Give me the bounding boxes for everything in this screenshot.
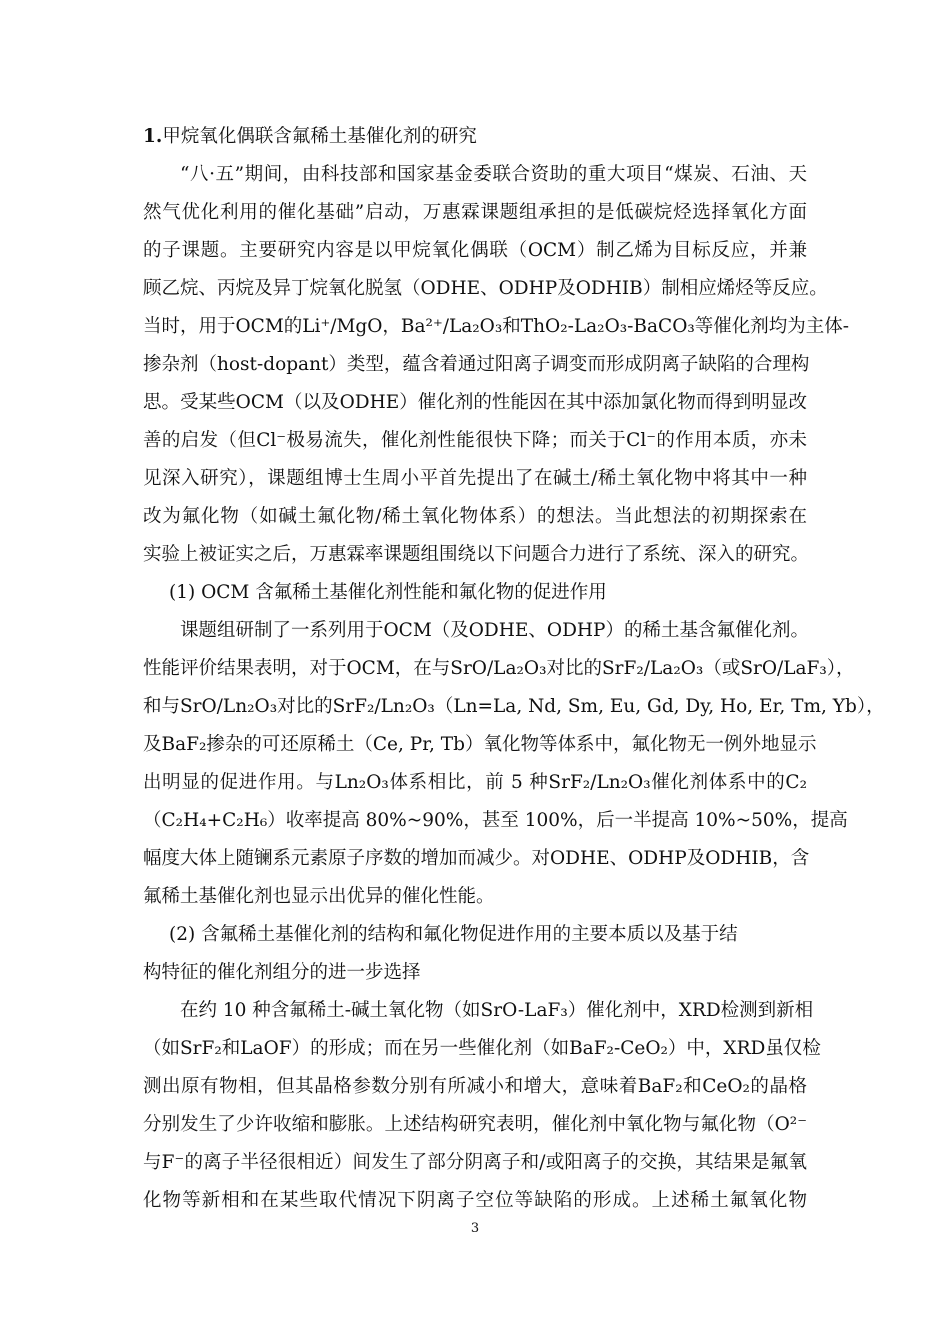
paragraph-line: 幅度大体上随镧系元素原子序数的增加而减少。对ODHE、ODHP及ODHIB，含: [143, 848, 810, 869]
paragraph-line: 分别发生了少许收缩和膨胀。上述结构研究表明，催化剂中氧化物与氟化物（O²⁻: [143, 1114, 807, 1135]
paragraph-line: 化物等新相和在某些取代情况下阴离子空位等缺陷的形成。上述稀土氟氧化物: [143, 1190, 807, 1211]
paragraph-line: 顾乙烷、丙烷及异丁烷氧化脱氢（ODHE、ODHP及ODHIB）制相应烯烃等反应。: [143, 278, 828, 299]
paragraph-line: （如SrF₂和LaOF）的形成；而在另一些催化剂（如BaF₂-CeO₂）中，XRD虽仅检: [143, 1038, 821, 1059]
paragraph-line: 在约 10 种含氟稀土-碱土氧化物（如SrO-LaF₃）催化剂中，XRD检测到新相: [180, 1000, 814, 1021]
paragraph-line: “八·五”期间，由科技部和国家基金委联合资助的重大项目“煤炭、石油、天: [180, 164, 807, 185]
page-number: 3: [470, 1221, 480, 1236]
subsection-heading: (1) OCM 含氟稀土基催化剂性能和氟化物的促进作用: [169, 582, 607, 603]
paragraph-line: 及BaF₂掺杂的可还原稀土（Ce, Pr, Tb）氧化物等体系中，氟化物无一例外地显示: [143, 734, 817, 755]
paragraph-line: 测出原有物相，但其晶格参数分别有所减小和增大，意味着BaF₂和CeO₂的晶格: [143, 1076, 807, 1097]
paragraph-line: 课题组研制了一系列用于OCM（及ODHE、ODHP）的稀土基含氟催化剂。: [180, 620, 809, 641]
paragraph-line: 思。受某些OCM（以及ODHE）催化剂的性能因在其中添加氯化物而得到明显改: [143, 392, 807, 413]
subsection-heading-continuation: 构特征的催化剂组分的进一步选择: [143, 962, 421, 983]
paragraph-line: 的子课题。主要研究内容是以甲烷氧化偶联（OCM）制乙烯为目标反应，并兼: [143, 240, 807, 261]
document-body: [143, 118, 885, 1220]
paragraph-line: 当时，用于OCM的Li⁺/MgO，Ba²⁺/La₂O₃和ThO₂-La₂O₃-BaCO₃等催化剂均为主体-: [143, 316, 850, 337]
section-heading-text: 甲烷氧化偶联含氟稀土基催化剂的研究: [162, 126, 477, 147]
paragraph-line: 和与SrO/Ln₂O₃对比的SrF₂/Ln₂O₃（Ln=La, Nd, Sm, Eu, Gd, Dy, Ho, Er, Tm, Yb），: [143, 696, 885, 717]
paragraph-line: 出明显的促进作用。与Ln₂O₃体系相比，前 5 种SrF₂/Ln₂O₃催化剂体系中的C₂: [143, 772, 807, 793]
paragraph-line: （C₂H₄+C₂H₆）收率提高 80%~90%，甚至 100%，后一半提高 10%~50%，提高: [143, 810, 848, 831]
section-heading: [143, 118, 807, 156]
paragraph-line: 实验上被证实之后，万惠霖率课题组围绕以下问题合力进行了系统、深入的研究。: [143, 544, 810, 565]
subsection-heading: (2) 含氟稀土基催化剂的结构和氟化物促进作用的主要本质以及基于结: [169, 924, 738, 945]
paragraph-line: 氟稀土基催化剂也显示出优异的催化性能。: [143, 886, 495, 907]
paragraph-line: 然气优化利用的催化基础”启动，万惠霖课题组承担的是低碳烷烃选择氧化方面: [143, 202, 807, 223]
paragraph-line: 善的启发（但Cl⁻极易流失，催化剂性能很快下降；而关于Cl⁻的作用本质，亦未: [143, 430, 807, 451]
paragraph-line: 性能评价结果表明，对于OCM，在与SrO/La₂O₃对比的SrF₂/La₂O₃（或SrO/LaF₃），: [143, 658, 855, 679]
section-heading-number: 1.: [143, 126, 163, 147]
paragraph-line: 改为氟化物（如碱土氟化物/稀土氧化物体系）的想法。当此想法的初期探索在: [143, 506, 807, 527]
paragraph-line: 见深入研究），课题组博士生周小平首先提出了在碱土/稀土氧化物中将其中一种: [143, 468, 807, 489]
paragraph-line: 与F⁻的离子半径很相近）间发生了部分阴离子和/或阳离子的交换，其结果是氟氧: [143, 1152, 807, 1173]
paragraph-line: 掺杂剂（host-dopant）类型，蕴含着通过阳离子调变而形成阴离子缺陷的合理构: [143, 354, 810, 375]
